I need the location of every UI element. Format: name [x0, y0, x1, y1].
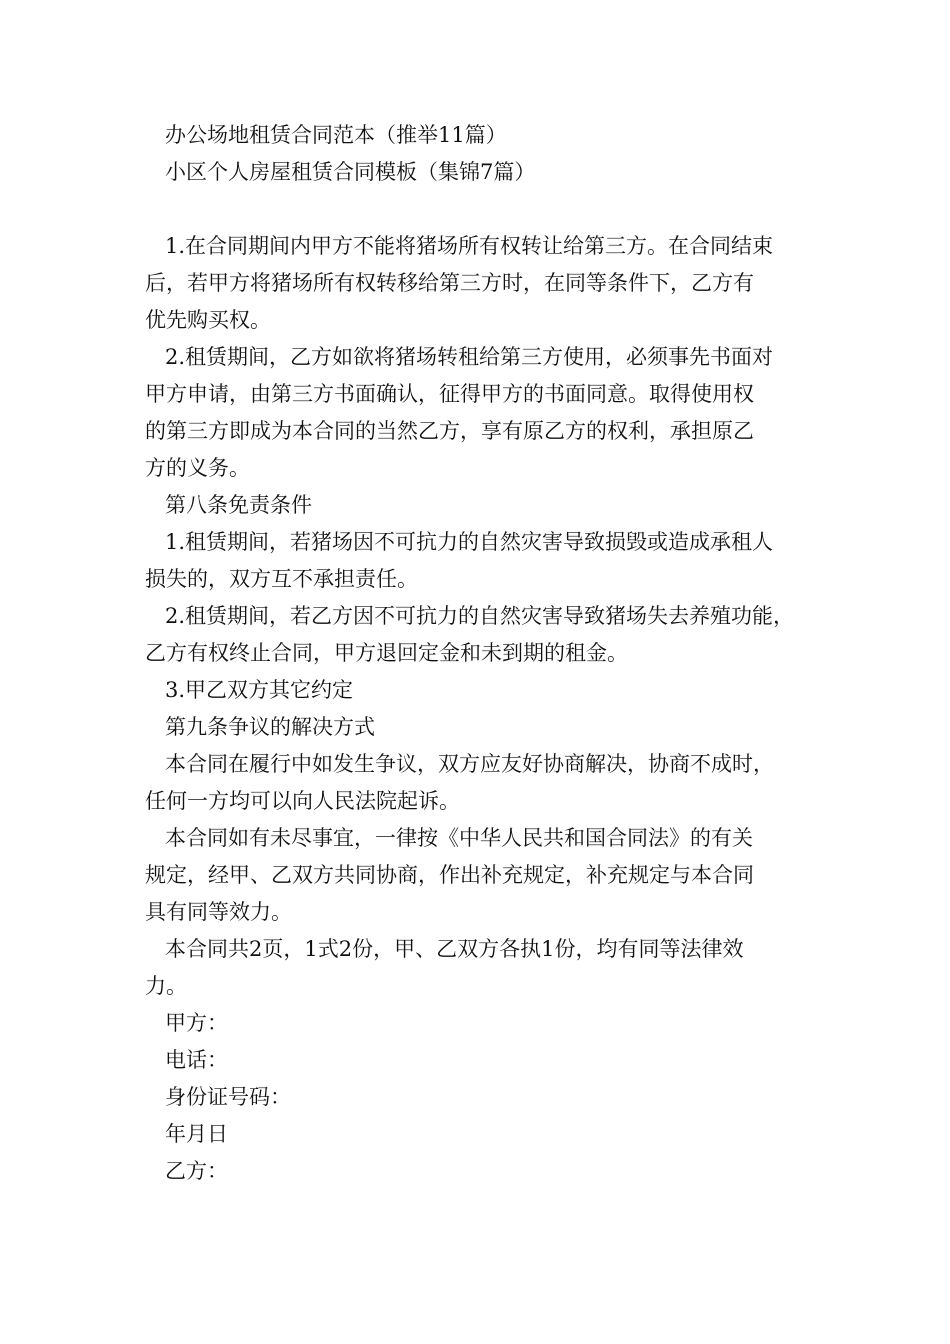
paragraph-line: 乙方有权终止合同，甲方退回定金和未到期的租金。 — [145, 641, 628, 665]
paragraph-line: 后，若甲方将猪场所有权转移给第三方时，在同等条件下，乙方有 — [145, 271, 754, 295]
paragraph-line: 1.租赁期间，若猪场因不可抗力的自然灾害导致损毁或造成承租人 — [165, 530, 774, 554]
signature-phone: 电话： — [165, 1048, 228, 1072]
related-title-1[interactable]: 办公场地租赁合同范本（推举11篇） — [165, 123, 507, 147]
paragraph-line: 方的义务。 — [145, 456, 250, 480]
section-heading: 第八条免责条件 — [165, 493, 312, 517]
paragraph-line: 2.租赁期间，乙方如欲将猪场转租给第三方使用，必须事先书面对 — [165, 345, 774, 369]
paragraph-line: 2.租赁期间，若乙方因不可抗力的自然灾害导致猪场失去养殖功能， — [165, 604, 795, 628]
paragraph-line: 优先购买权。 — [145, 308, 271, 332]
paragraph-line: 本合同在履行中如发生争议，双方应友好协商解决，协商不成时， — [165, 752, 774, 776]
signature-date: 年月日 — [165, 1122, 228, 1146]
paragraph-line: 力。 — [145, 974, 187, 998]
signature-party-a: 甲方： — [165, 1011, 228, 1035]
paragraph-line: 损失的，双方互不承担责任。 — [145, 567, 418, 591]
paragraph-line: 任何一方均可以向人民法院起诉。 — [145, 789, 460, 813]
paragraph-line: 的第三方即成为本合同的当然乙方，享有原乙方的权利，承担原乙 — [145, 419, 754, 443]
paragraph-line: 具有同等效力。 — [145, 900, 292, 924]
signature-id-number: 身份证号码： — [165, 1085, 291, 1109]
paragraph-line: 甲方申请，由第三方书面确认，征得甲方的书面同意。取得使用权 — [145, 382, 754, 406]
paragraph-line: 1.在合同期间内甲方不能将猪场所有权转让给第三方。在合同结束 — [165, 234, 774, 258]
paragraph-line: 规定，经甲、乙双方共同协商，作出补充规定，补充规定与本合同 — [145, 863, 754, 887]
paragraph-line: 本合同如有未尽事宜，一律按《中华人民共和国合同法》的有关 — [165, 826, 753, 850]
related-title-2[interactable]: 小区个人房屋租赁合同模板（集锦7篇） — [165, 160, 536, 184]
signature-party-b: 乙方： — [165, 1159, 228, 1183]
section-heading: 第九条争议的解决方式 — [165, 715, 375, 739]
paragraph-line: 本合同共2页，1式2份，甲、乙双方各执1份，均有同等法律效 — [165, 937, 744, 961]
paragraph-line: 3.甲乙双方其它约定 — [165, 678, 354, 702]
